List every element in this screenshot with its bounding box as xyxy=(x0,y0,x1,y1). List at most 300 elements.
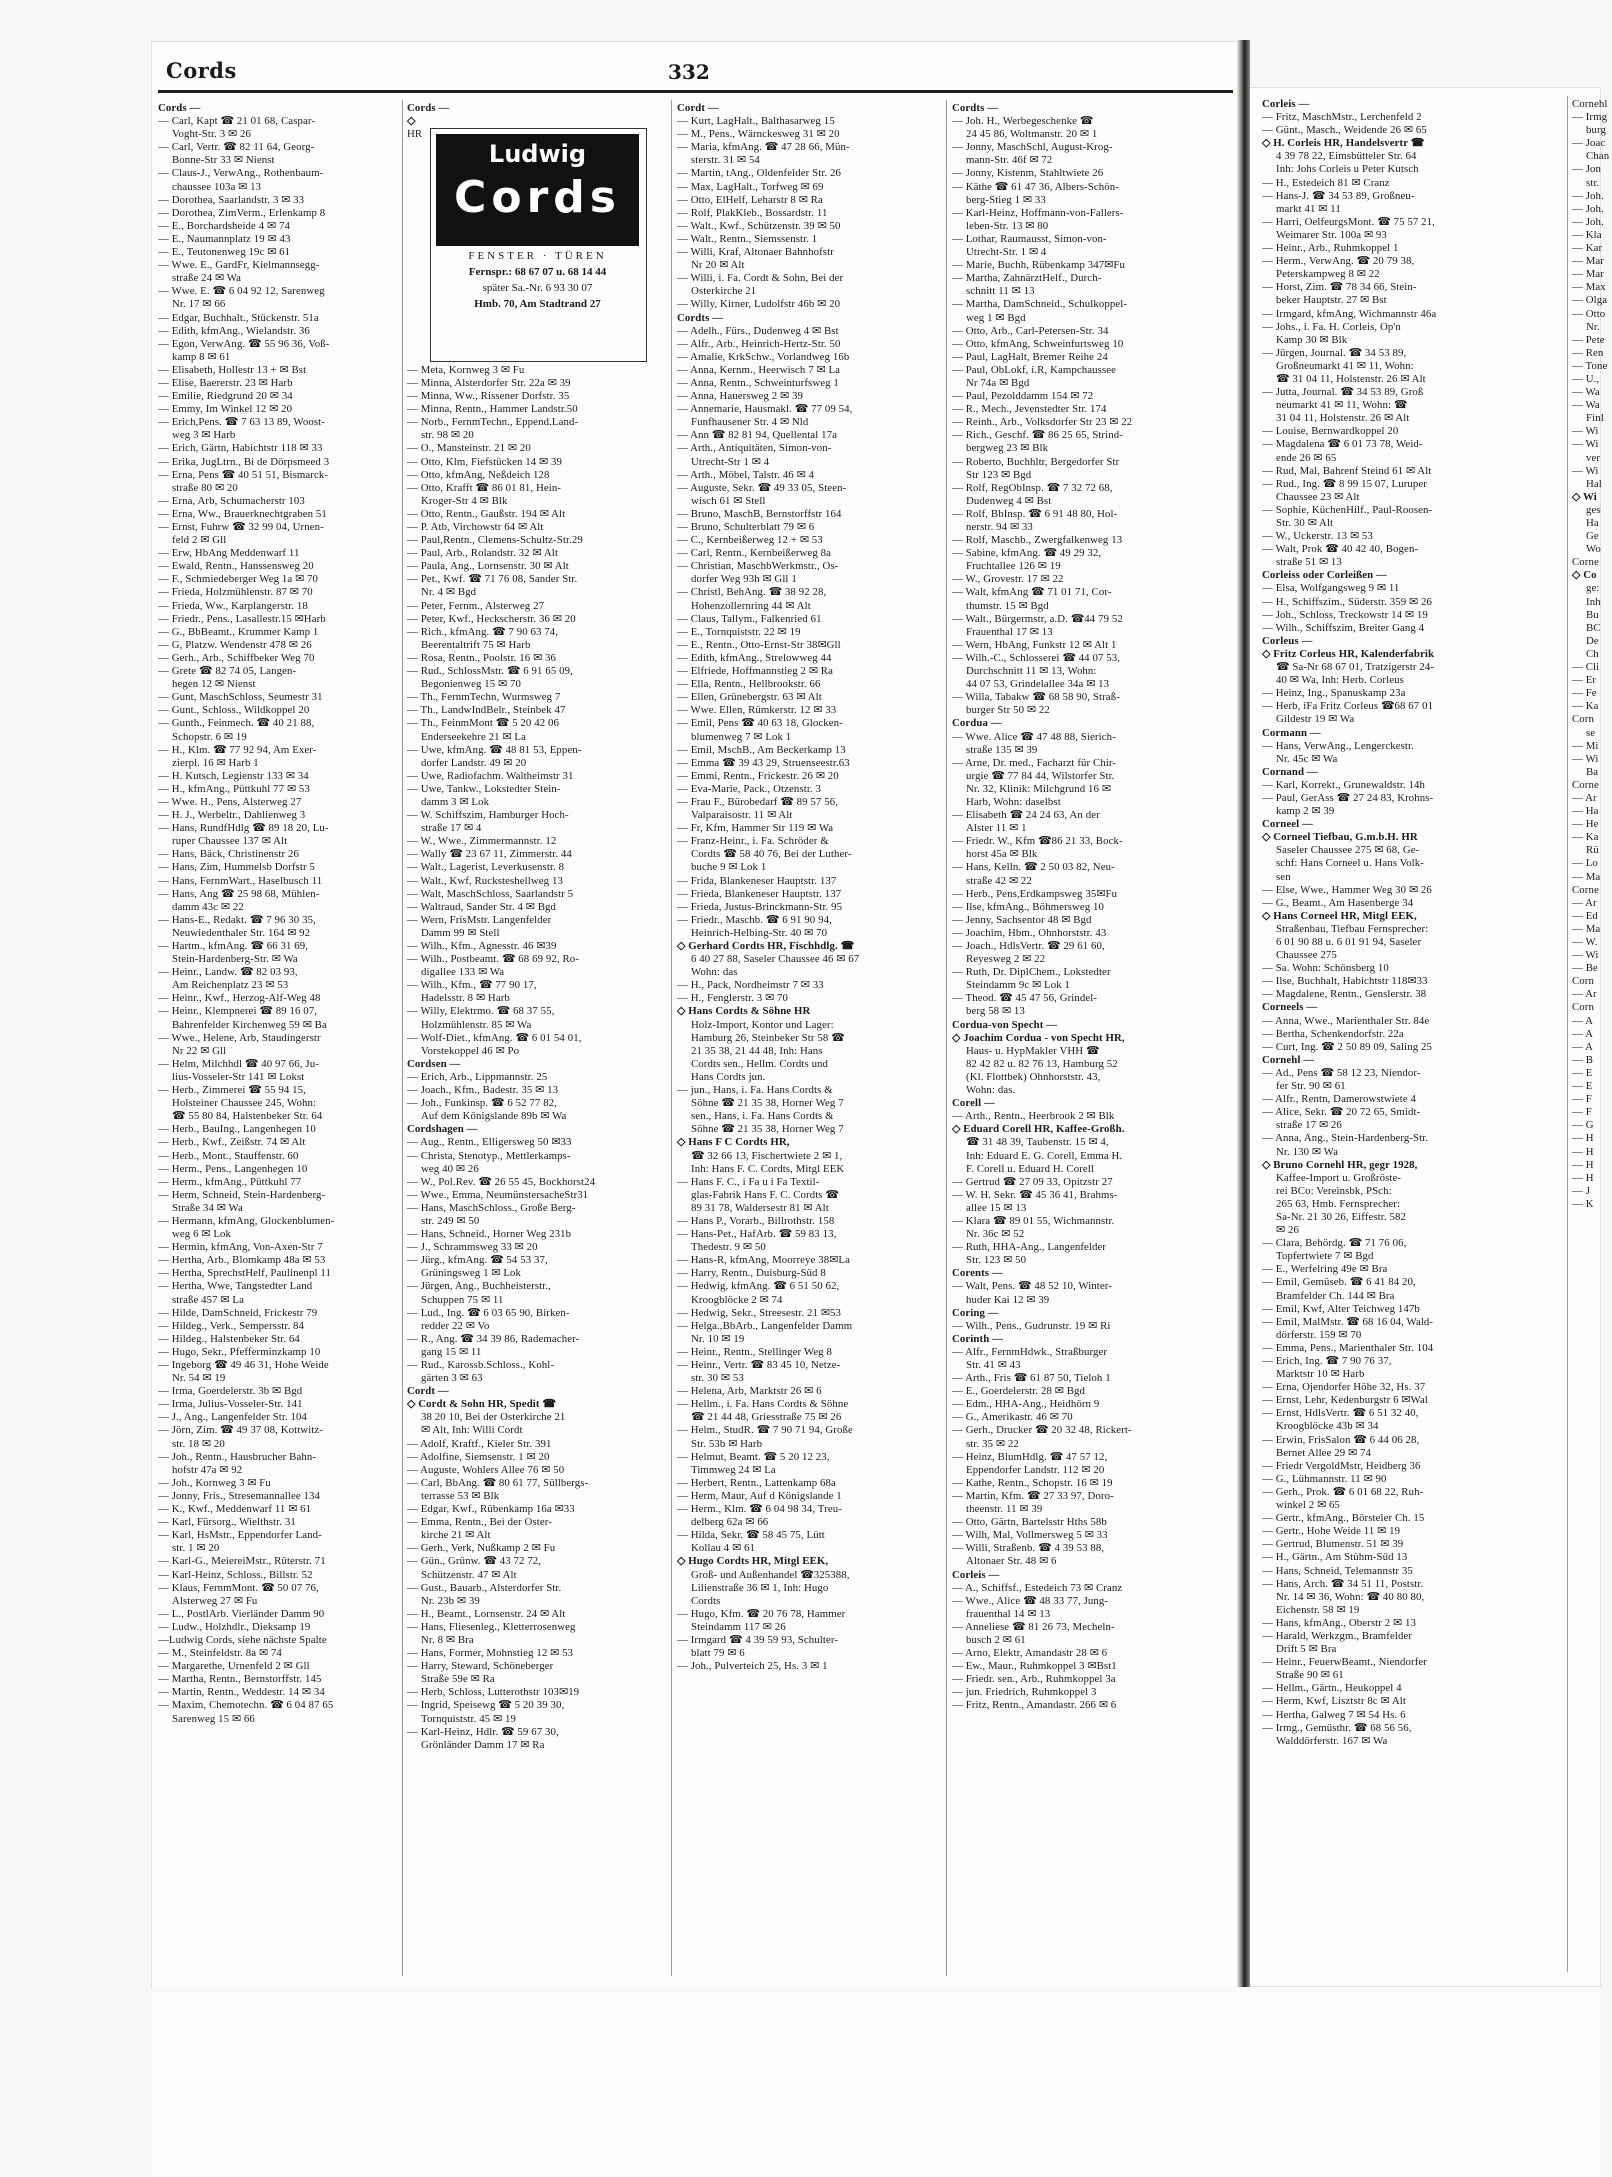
directory-entry-line: — Hertha, Arb., Blomkamp 48a ✉ 53 xyxy=(158,1254,326,1267)
directory-entry-line: Begonienweg 15 ✉ 70 xyxy=(421,678,522,691)
directory-entry-line: straße 42 ✉ 22 xyxy=(966,874,1032,887)
directory-entry-line: — Carl, Vertr. ☎ 82 11 64, Georg- xyxy=(158,141,315,154)
directory-entry-line: — Hans, Kelln. ☎ 2 50 03 82, Neu- xyxy=(952,861,1115,874)
directory-entry-line: — Hertha, SprechstHelf, Paulinenpl 11 xyxy=(158,1267,332,1280)
ad-products: FENSTER · TÜREN xyxy=(468,250,607,262)
directory-entry-line: ☎ 31 04 11, Holstenstr. 26 ✉ Alt xyxy=(1276,372,1426,385)
directory-entry-line: — Paula, Ang., Lornsenstr. 30 ✉ Alt xyxy=(407,560,569,573)
directory-entry-line: — Hans, Fliesenleg., Kletterrosenweg xyxy=(407,1620,576,1633)
directory-entry-line: Steindamm 117 ✉ 26 xyxy=(691,1620,786,1633)
directory-entry-line: ◇ Joachim Cordua - von Specht HR, xyxy=(952,1031,1125,1044)
directory-entry-line: — Karl-Heinz, Hoffmann-von-Fallers- xyxy=(952,206,1124,219)
directory-entry-line: — Peter, Kwf., Heckscherstr. 36 ✉ 20 xyxy=(407,612,576,625)
directory-entry-line: — Ha xyxy=(1572,805,1599,818)
directory-entry-line: — Martin, Rentn., Weddestr. 14 ✉ 34 xyxy=(158,1686,325,1699)
directory-entry-line: — Herm., Pens., Langenhegen 10 xyxy=(158,1162,308,1175)
directory-entry-line: — Elfriede, Hoffmannstieg 2 ✉ Ra xyxy=(677,665,833,678)
directory-entry-line: — Maria, kfmAng. ☎ 47 28 66, Mün- xyxy=(677,141,850,154)
ad-address: Hmb. 70, Am Stadtrand 27 xyxy=(474,298,601,310)
advertisement-logo xyxy=(436,134,639,246)
column-divider xyxy=(1567,96,1568,1972)
directory-entry-line: Cordt — xyxy=(677,102,719,114)
directory-entry-line: — Th., FeinmMont ☎ 5 20 42 06 xyxy=(407,717,560,730)
directory-entry-line: — Uwe, kfmAng. ☎ 48 81 53, Eppen- xyxy=(407,743,582,756)
directory-entry-line: 40 ✉ Wa, Inh: Herb. Corleus xyxy=(1276,674,1404,687)
directory-entry-line: — Elsa, Wolfgangsweg 9 ✉ 11 xyxy=(1262,582,1400,595)
directory-entry-line: schnitt 11 ✉ 13 xyxy=(966,285,1035,298)
directory-entry-line: — Joh. H., Werbegeschenke ☎ xyxy=(952,115,1094,128)
directory-entry-line: — H xyxy=(1572,1158,1594,1171)
directory-entry-line: — Helmut, Beamt. ☎ 5 20 12 23, xyxy=(677,1450,830,1463)
directory-entry-line: — Walt., Lagerist, Leverkusenstr. 8 xyxy=(407,861,565,874)
directory-entry-line: Durchschnitt 11 ✉ 13, Wohn: xyxy=(966,665,1097,678)
directory-entry-line: burger Str 50 ✉ 22 xyxy=(966,704,1050,717)
directory-entry-line: — Irma, Julius-Vosseler-Str. 141 xyxy=(158,1398,303,1411)
directory-entry-line: ◇ H. Corleis HR, Handelsvertr ☎ xyxy=(1262,137,1425,150)
directory-entry-line: ◇ Corneel Tiefbau, G.m.b.H. HR xyxy=(1262,831,1418,844)
directory-entry-line: — Gertr., kfmAng., Börsteler Ch. 15 xyxy=(1262,1512,1425,1525)
directory-entry-line: Corn xyxy=(1572,1001,1594,1014)
directory-entry-line: —Ludwig Cords, siehe nächste Spalte xyxy=(158,1633,327,1646)
directory-entry-line: — Kurt, LagHalt., Balthasarweg 15 xyxy=(677,115,835,128)
directory-entry-line: — Erwin, FrisSalon ☎ 6 44 06 28, xyxy=(1262,1433,1420,1446)
directory-entry-line: — Ellen, Grünebergstr. 63 ✉ Alt xyxy=(677,691,822,704)
directory-entry-line: theenstr. 11 ✉ 39 xyxy=(966,1503,1043,1516)
directory-entry-line: — jun., Hans, i. Fa. Hans Cordts & xyxy=(677,1084,833,1097)
directory-entry-line: — Mar xyxy=(1572,255,1604,268)
directory-entry-line: — Harri, OelfeurgsMont. ☎ 75 57 21, xyxy=(1262,215,1435,228)
directory-entry-line: Nr. 130 ✉ Wa xyxy=(1276,1145,1338,1158)
directory-entry-line: — Er xyxy=(1572,674,1597,687)
directory-entry-line: — Marie, Buchh, Rübenkamp 347✉Fu xyxy=(952,259,1125,272)
directory-entry-line: Corleis — xyxy=(952,1568,1000,1581)
directory-entry-line: — Kla xyxy=(1572,228,1602,241)
header-rule xyxy=(158,90,1233,93)
directory-entry-line: — Maxim, Chemotechn. ☎ 6 04 87 65 xyxy=(158,1699,334,1712)
directory-entry-line: 44 07 53, Grindelallee 34a ✉ 13 xyxy=(966,678,1110,691)
directory-entry-line: — R., Mech., Jevenstedter Str. 174 xyxy=(952,403,1107,416)
directory-entry-line: — Anna, Hauersweg 2 ✉ 39 xyxy=(677,390,803,403)
directory-entry-line: — Elisabeth ☎ 24 24 63, An der xyxy=(952,809,1100,822)
directory-entry-line: — Auguste, Sekr. ☎ 49 33 05, Steen- xyxy=(677,481,847,494)
directory-entry-line: Utrecht-Str 1 ✉ 4 xyxy=(691,455,770,468)
directory-entry-line: — Sophie, KüchenHilf., Paul-Roosen- xyxy=(1262,503,1433,516)
directory-entry-line: schf: Hans Corneel u. Hans Volk- xyxy=(1276,857,1424,870)
directory-entry-line: — Wolf-Diet., kfmAng. ☎ 6 01 54 01, xyxy=(407,1031,582,1044)
directory-entry-line: — Otto, kfmAng, Schweinfurtsweg 10 xyxy=(952,337,1124,350)
directory-entry-line: — Hans P., Vorarb., Billrothstr. 158 xyxy=(677,1214,835,1227)
directory-entry-line: Peterskampweg 8 ✉ 22 xyxy=(1276,268,1380,281)
directory-entry-line: — Otto, Rentn., Gaußstr. 194 ✉ Alt xyxy=(407,507,566,520)
directory-entry-line: Cordt — xyxy=(407,1385,449,1398)
directory-entry-line: — Walt., Kwf., Schützenstr. 39 ✉ 50 xyxy=(677,219,841,232)
directory-entry-line: — Hilde, DamSchneid, Frickestr 79 xyxy=(158,1306,318,1319)
directory-entry-line: — Grete ☎ 82 74 05, Langen- xyxy=(158,665,297,678)
directory-entry-line: — Tone xyxy=(1572,359,1608,372)
directory-entry-line: ☎ 55 80 84, Halstenbeker Str. 64 xyxy=(172,1110,323,1123)
directory-entry-line: — Heinr., Arb., Ruhmkoppel 1 xyxy=(1262,242,1399,255)
directory-entry-line: — A xyxy=(1572,1040,1593,1053)
directory-entry-line: — Karl-Heinz, Schloss., Billstr. 52 xyxy=(158,1568,313,1581)
directory-entry-line: — Hans F. C., i Fa u i Fa Textil- xyxy=(677,1175,820,1188)
directory-entry-line: 4 39 78 22, Eimsbütteler Str. 64 xyxy=(1276,150,1417,163)
directory-entry-line: Cords — xyxy=(407,102,450,114)
directory-entry-line: — Walt., Rentn., Siemssenstr. 1 xyxy=(677,232,818,245)
directory-entry-line: Nr. 32, Klinik: Milchgrund 16 ✉ xyxy=(966,782,1112,795)
directory-entry-line: — Jürgen, Journal. ☎ 34 53 89, xyxy=(1262,346,1407,359)
directory-entry-line: — Rolf, BbInsp. ☎ 6 91 48 80, Hol- xyxy=(952,507,1118,520)
directory-entry-line: Sa-Nr. 21 30 26, Eiffestr. 582 xyxy=(1276,1210,1406,1223)
directory-entry-line: — M., Steinfeldstr. 8a ✉ 74 xyxy=(158,1647,282,1660)
directory-entry-line: — Joach., Kfm., Badestr. 35 ✉ 13 xyxy=(407,1084,559,1097)
directory-entry-line: glas-Fabrik Hans F. C. Cordts ☎ xyxy=(691,1188,839,1201)
directory-entry-line: Corneels — xyxy=(1262,1001,1318,1014)
directory-entry-line: — H., Pack, Nordheimstr 7 ✉ 33 xyxy=(677,979,824,992)
directory-entry-line: str. 98 ✉ 20 xyxy=(421,429,474,442)
directory-entry-line: 31 04 11, Holstenstr. 26 ✉ Alt xyxy=(1276,412,1410,425)
directory-entry-line: — Alfr., Rentn, Damerowstwiete 4 xyxy=(1262,1093,1417,1106)
directory-entry-line: Straße 59e ✉ Ra xyxy=(421,1673,495,1686)
directory-entry-line: Kroogblöcke 2 ✉ 74 xyxy=(691,1293,783,1306)
directory-entry-line: Fruchtallee 126 ✉ 19 xyxy=(966,560,1061,573)
directory-entry-line: leben-Str. 13 ✉ 80 xyxy=(966,219,1049,232)
directory-entry-line: — Alice, Sekr. ☎ 20 72 65, Smidt- xyxy=(1262,1106,1421,1119)
directory-entry-line: — Otto, Klm, Fiefstücken 14 ✉ 39 xyxy=(407,455,562,468)
directory-entry-line: straße 17 ✉ 26 xyxy=(1276,1119,1342,1132)
directory-entry-line: blumenweg 7 ✉ Lok 1 xyxy=(691,730,792,743)
directory-entry-line: — Arne, Dr. med., Facharzt für Chir- xyxy=(952,756,1117,769)
directory-entry-line: str. 1 ✉ 20 xyxy=(172,1542,220,1555)
directory-entry-line: — Friedr. W., Kfm ☎86 21 33, Bock- xyxy=(952,835,1123,848)
directory-column-6-cropped xyxy=(1572,98,1612,1978)
directory-entry-line: Walddörferstr. 167 ✉ Wa xyxy=(1276,1734,1388,1747)
directory-entry-line: — Hans-J. ☎ 34 53 89, Großneu- xyxy=(1262,189,1415,202)
directory-entry-line: — Heinr., Kwf., Herzog-Alf-Weg 48 xyxy=(158,992,321,1005)
directory-entry-line: — A., Schiffsf., Estedeich 73 ✉ Cranz xyxy=(952,1581,1123,1594)
directory-entry-line: — Ernst, HdlsVertr. ☎ 6 51 32 40, xyxy=(1262,1407,1419,1420)
directory-entry-line: — Herb., Mont., Stauffenstr. 60 xyxy=(158,1149,299,1162)
directory-entry-line: — Herm., kfmAng., Püttkuhl 77 xyxy=(158,1175,302,1188)
directory-entry-line: Beerentaltrift 75 ✉ Harb xyxy=(421,638,531,651)
directory-entry-line: — Rud., Karossb.Schloss., Kohl- xyxy=(407,1359,555,1371)
directory-entry-line: — Hans, Ang ☎ 25 98 68, Mühlen- xyxy=(158,887,320,900)
directory-column-1 xyxy=(158,102,398,1982)
directory-entry-line: busch 2 ✉ 61 xyxy=(966,1633,1026,1646)
directory-entry-line: — H. J., Werbeltr., Dahlienweg 3 xyxy=(158,809,306,822)
directory-entry-line: — Erika, JugLtrn., Bi de Dörpsmeed 3 xyxy=(158,455,330,468)
directory-entry-line: — Hans, VerwAng., Lengerckestr. xyxy=(1262,739,1414,752)
directory-entry-line: — H., Estedeich 81 ✉ Cranz xyxy=(1262,176,1390,189)
directory-entry-line: Cordts — xyxy=(677,311,724,324)
directory-entry-line: Bonne-Str 33 ✉ Nienst xyxy=(172,154,275,167)
directory-entry-line: — Willi, i. Fa. Cordt & Sohn, Bei der xyxy=(677,272,844,285)
directory-entry-line: — Ilse, Buchhalt, Habichtstr 118✉33 xyxy=(1262,975,1428,988)
directory-entry-line: str. 35 ✉ 22 xyxy=(966,1437,1019,1450)
directory-entry-line: — H. Kutsch, Legienstr 133 ✉ 34 xyxy=(158,769,309,782)
directory-entry-line: Nr 20 ✉ Alt xyxy=(691,259,745,272)
directory-entry-line: Weimarer Str. 100a ✉ 93 xyxy=(1276,228,1387,241)
directory-entry-line: — Heinz, Ing., Spanuskamp 23a xyxy=(1262,687,1406,700)
directory-entry-line: — Hildeg., Halstenbeker Str. 64 xyxy=(158,1332,300,1345)
directory-entry-line: — Walt, MaschSchloss, Saarlandstr 5 xyxy=(407,887,574,900)
directory-entry-line: weg 1 ✉ Bgd xyxy=(966,311,1026,324)
directory-column-5 xyxy=(1262,98,1564,1978)
directory-entry-line: — Franz-Heinr., i. Fa. Schröder & xyxy=(677,835,829,848)
directory-entry-line: — Bruno, Schulterblatt 79 ✉ 6 xyxy=(677,521,815,533)
directory-entry-line: — W. xyxy=(1572,936,1598,948)
directory-entry-line: — Erna, Ww., Brauerknechtgraben 51 xyxy=(158,507,327,520)
directory-entry-line: — Ingeborg ☎ 49 46 31, Hohe Weide xyxy=(158,1359,329,1371)
directory-entry-line: — Kathe, Rentn., Schopstr. 16 ✉ 19 xyxy=(952,1476,1113,1489)
directory-entry-line: — Hans-R, kfmAng, Moorreye 38✉La xyxy=(677,1254,850,1267)
directory-entry-line: — Wi xyxy=(1572,752,1599,765)
directory-entry-line: — Jonny, Fris., Stresemannallee 134 xyxy=(158,1489,321,1502)
directory-entry-line: — E., Tornquiststr. 22 ✉ 19 xyxy=(677,625,801,638)
directory-entry-line: — Hans, kfmAng., Oberstr 2 ✉ 13 xyxy=(1262,1616,1416,1629)
directory-entry-line: ◇ Gerhard Cordts HR, Fischhdlg. ☎ xyxy=(677,940,855,952)
directory-entry-line: — W., Uckerstr. 13 ✉ 53 xyxy=(1262,530,1373,543)
directory-entry-line: burg xyxy=(1586,124,1606,137)
directory-entry-line: Hadelsstr. 8 ✉ Harb xyxy=(421,992,510,1005)
directory-entry-line: Valparaisostr. 11 ✉ Alt xyxy=(691,809,793,822)
directory-entry-line: ges xyxy=(1586,503,1601,516)
directory-entry-line: Str 123 ✉ Bgd xyxy=(966,468,1032,481)
directory-entry-line: — B xyxy=(1572,1053,1593,1066)
directory-entry-line: — Emil, Pens ☎ 40 63 18, Glocken- xyxy=(677,717,843,730)
directory-entry-line: — Lud., Ing. ☎ 6 03 65 90, Birken- xyxy=(407,1306,570,1319)
directory-entry-line: — Elise, Baererstr. 23 ✉ Harb xyxy=(158,376,293,389)
directory-entry-line: Corinth — xyxy=(952,1332,1003,1345)
directory-entry-line: — F xyxy=(1572,1093,1592,1106)
directory-entry-line: Straßenbau, Tiefbau Fernsprecher: xyxy=(1276,922,1429,935)
directory-entry-line: — Ka xyxy=(1572,700,1599,713)
directory-entry-line: — Mi xyxy=(1572,739,1599,752)
directory-entry-line: — Christl, BehAng. ☎ 38 92 28, xyxy=(677,586,827,599)
directory-entry-line: Eppendorfer Landstr. 112 ✉ 20 xyxy=(966,1463,1105,1476)
column-divider xyxy=(671,100,672,1976)
directory-entry-line: — Jutta, Journal. ☎ 34 53 89, Groß xyxy=(1262,386,1424,399)
directory-entry-line: — Ann ☎ 82 81 94, Quellental 17a xyxy=(677,429,837,442)
directory-entry-line: — Klara ☎ 89 01 55, Wichmannstr. xyxy=(952,1214,1115,1227)
directory-entry-line: Nr 74a ✉ Bgd xyxy=(966,376,1030,389)
column-divider xyxy=(946,100,947,1976)
directory-entry-line: — Anna, Wwe., Marienthaler Str. 84e xyxy=(1262,1014,1430,1027)
directory-entry-line: 6 40 27 88, Saseler Chaussee 46 ✉ 67 xyxy=(691,953,860,966)
directory-entry-line: — Bertha, Schenkendorfstr. 22a xyxy=(1262,1027,1404,1040)
directory-entry-line: fer Str. 90 ✉ 61 xyxy=(1276,1080,1346,1093)
directory-entry-line: blatt 79 ✉ 6 xyxy=(691,1647,745,1660)
directory-entry-line: — Günt., Masch., Weidende 26 ✉ 65 xyxy=(1262,124,1427,137)
directory-entry-line: — Friedr. sen., Arb., Ruhmkoppel 3a xyxy=(952,1673,1116,1686)
directory-entry-line: hofstr 47a ✉ 92 xyxy=(172,1463,243,1476)
directory-entry-line: — Amalie, KrkSchw., Vorlandweg 16b xyxy=(677,350,850,363)
directory-entry-line: — W. Schiffszim, Hamburger Hoch- xyxy=(407,809,569,822)
directory-entry-line: Inh: Johs Corleis u Peter Kutsch xyxy=(1276,163,1419,176)
directory-entry-line: — E., Werfelring 49e ✉ Bra xyxy=(1262,1263,1388,1276)
directory-entry-line: — H., Gärtn., Am Stühm-Süd 13 xyxy=(1262,1551,1408,1564)
directory-entry-line: — Friedr., Maschb. ☎ 6 91 90 94, xyxy=(677,913,832,926)
directory-entry-line: Alsterweg 27 ✉ Fu xyxy=(172,1594,258,1607)
directory-entry-line: — Edm., HHA-Ang., Heidhörn 9 xyxy=(952,1398,1100,1411)
directory-entry-line: — Otto, ElHelf, Leharstr 8 ✉ Ra xyxy=(677,193,823,206)
directory-entry-line: — Louise, Bernwardkoppel 20 xyxy=(1262,425,1399,438)
directory-entry-line: — Fritz, Rentn., Amandastr. 266 ✉ 6 xyxy=(952,1699,1117,1712)
directory-entry-line: mann-Str. 46f ✉ 72 xyxy=(966,154,1053,167)
directory-entry-line: berg-Stieg 1 ✉ 33 xyxy=(966,193,1046,206)
directory-entry-line: — Johs., i. Fa. H. Corleis, Op'n xyxy=(1262,320,1401,333)
directory-entry-line: — Irmgard ☎ 4 39 59 93, Schulter- xyxy=(677,1633,839,1646)
directory-entry-line: Damm 99 ✉ Stell xyxy=(421,926,500,939)
directory-entry-line: — Paul, LagHalt, Bremer Reihe 24 xyxy=(952,350,1108,363)
directory-entry-line: — Ernst, Fuhrw ☎ 32 99 04, Urnen- xyxy=(158,521,324,533)
directory-entry-line: — Heinr., Landw. ☎ 82 03 93, xyxy=(158,966,298,979)
directory-entry-line: Topfertwiete 7 ✉ Bgd xyxy=(1276,1250,1374,1263)
directory-entry-line: — Lothar, Raumausst, Simon-von- xyxy=(952,232,1107,245)
directory-entry-line: — Frida, Blankeneser Hauptstr. 137 xyxy=(677,874,837,887)
directory-entry-line: — Carl, Kapt ☎ 21 01 68, Caspar- xyxy=(158,115,316,128)
directory-entry-line: — Ingrid, Speisewg ☎ 5 20 39 30, xyxy=(407,1699,565,1712)
directory-entry-line: Bramfelder Ch. 144 ✉ Bra xyxy=(1276,1289,1395,1302)
directory-entry-line: — Christian, MaschbWerkmstr., Os- xyxy=(677,560,839,573)
directory-entry-line: — Margarethe, Urnenfeld 2 ✉ Gll xyxy=(158,1660,310,1673)
directory-entry-line: Steindamm 9c ✉ Lok 1 xyxy=(966,979,1071,992)
directory-entry-line: — P. Atb, Virchowstr 64 ✉ Alt xyxy=(407,521,544,533)
directory-entry-line: Stein-Hardenberg-Str. ✉ Wa xyxy=(172,953,298,966)
directory-entry-line: str. 18 ✉ 20 xyxy=(172,1437,225,1450)
directory-entry-line: — Gerh., Arb., Schiffbeker Weg 70 xyxy=(158,651,315,664)
directory-entry-line: — Herm., Klm. ☎ 6 04 98 34, Treu- xyxy=(677,1503,842,1516)
directory-entry-line: — Wa xyxy=(1572,386,1600,399)
directory-entry-line: — Heinr., Vertr. ☎ 83 45 10, Netze- xyxy=(677,1359,841,1371)
directory-entry-line: — Emil, MschB., Am Beckerkamp 13 xyxy=(677,743,846,756)
running-header: Cords xyxy=(166,58,237,83)
directory-entry-line: allee 15 ✉ 13 xyxy=(966,1201,1027,1214)
directory-entry-line: ◇ Co xyxy=(1572,569,1597,582)
directory-entry-line: — Martin, Kfm. ☎ 27 33 97, Doro- xyxy=(952,1489,1114,1502)
directory-entry-line: — Jürgen, Ang., Buchheisterstr., xyxy=(407,1280,551,1293)
directory-entry-line: — Max, LagHalt., Torfweg ✉ 69 xyxy=(677,180,824,193)
directory-entry-line: — Anna, Rentn., Schweinturfsweg 1 xyxy=(677,376,839,389)
directory-entry-line: Neuwiedenthaler Str. 164 ✉ 92 xyxy=(172,926,311,939)
directory-entry-line: — H., Klm. ☎ 77 92 94, Am Exer- xyxy=(158,743,317,756)
directory-entry-line: — Emmy, Im Winkel 12 ✉ 20 xyxy=(158,403,293,416)
directory-entry-line: sen xyxy=(1276,870,1291,883)
directory-entry-line: — Wwe. Alice ☎ 47 48 88, Sierich- xyxy=(952,730,1116,743)
directory-entry-line: weg 6 ✉ Lok xyxy=(172,1228,232,1241)
directory-entry-line: urgie ☎ 77 84 44, Wilstorfer Str. xyxy=(966,769,1115,782)
directory-entry-line: str. 30 ✉ 53 xyxy=(691,1372,744,1385)
directory-entry-line: Vorstekoppel 46 ✉ Po xyxy=(421,1044,520,1057)
directory-entry-line: — Rolf, PlakKleb., Bossardstr. 11 xyxy=(677,206,828,219)
directory-entry-line: — Wilh.-C., Schlosserei ☎ 44 07 53, xyxy=(952,651,1121,664)
directory-entry-line: straße 17 ✉ 4 xyxy=(421,822,482,835)
directory-entry-line: — Be xyxy=(1572,962,1598,975)
directory-entry-line: — Edgar, Kwf., Rübenkamp 16a ✉33 xyxy=(407,1503,575,1516)
directory-entry-line: rei BCo: Vereinsbk, PSch: xyxy=(1276,1184,1392,1197)
directory-entry-line: — F xyxy=(1572,1106,1592,1119)
directory-entry-line: — Harald, Werkzgm., Bramfelder xyxy=(1262,1629,1413,1642)
directory-entry-line: — Norb., FernmTechn., Eppend.Land- xyxy=(407,416,579,429)
ad-first-name: Ludwig xyxy=(488,140,587,168)
directory-entry-line: — Ernst, Lehr, Kedenburgstr 6 ✉Wal xyxy=(1262,1394,1428,1407)
directory-entry-line: — Egon, VerwAng. ☎ 55 96 36, Voß- xyxy=(158,337,330,350)
directory-entry-line: — Magdalene, Rentn., Genslerstr. 38 xyxy=(1262,988,1427,1001)
directory-entry-line: — E., Borchardsheide 4 ✉ 74 xyxy=(158,219,290,232)
directory-entry-line: — Harry, Rentn., Duisburg-Süd 8 xyxy=(677,1267,826,1280)
directory-entry-line: sen., Hans, i. Fa. Hans Cordts & xyxy=(691,1110,834,1123)
directory-entry-line: — Rud, Mal, Bahrenf Steind 61 ✉ Alt xyxy=(1262,464,1432,477)
directory-entry-line: Wohn: das xyxy=(691,966,738,979)
directory-entry-line: redder 22 ✉ Vo xyxy=(421,1319,490,1332)
directory-entry-line: — Rolf, RegObInsp. ☎ 7 32 72 68, xyxy=(952,481,1113,494)
directory-entry-line: — Pet., Kwf. ☎ 71 76 08, Sander Str. xyxy=(407,573,578,586)
directory-entry-line: Cordts xyxy=(691,1594,721,1607)
directory-entry-line: — G., Amerikastr. 46 ✉ 70 xyxy=(952,1411,1073,1424)
directory-entry-line: — Wi xyxy=(1572,425,1599,438)
directory-entry-line: — Bruno, MaschB, Bernstorffstr 164 xyxy=(677,507,842,520)
directory-entry-line: Dudenweg 4 ✉ Bst xyxy=(966,494,1052,507)
directory-entry-line: digallee 133 ✉ Wa xyxy=(421,966,505,979)
directory-entry-line: — Frieda, Holzmühlenstr. 87 ✉ 70 xyxy=(158,586,313,599)
directory-entry-line: — Walt, kfmAng ☎ 71 01 71, Cor- xyxy=(952,586,1112,599)
directory-entry-line: — Aug., Rentn., Elligersweg 50 ✉33 xyxy=(407,1136,572,1149)
directory-entry-line: Corleiss oder Corleißen — xyxy=(1262,569,1387,582)
directory-entry-line: ✉ 26 xyxy=(1276,1224,1299,1237)
directory-entry-line: Osterkirche 21 xyxy=(691,285,757,298)
directory-entry-line: — Eva-Marie, Pack., Otzenstr. 3 xyxy=(677,782,822,795)
directory-entry-line: — U., xyxy=(1572,372,1600,385)
directory-entry-line: Nr. 45c ✉ Wa xyxy=(1276,752,1338,765)
directory-entry-line: — Hellm., i. Fa. Hans Cordts & Söhne xyxy=(677,1398,849,1411)
directory-entry-line: — Erich,Pens. ☎ 7 63 13 89, Woost- xyxy=(158,416,325,429)
directory-entry-line: Ha xyxy=(1586,517,1599,529)
directory-entry-line: Haus- u. HypMakler VHH ☎ xyxy=(966,1044,1100,1057)
directory-entry-line: — Fritz, MaschMstr., Lerchenfeld 2 xyxy=(1262,111,1422,124)
directory-entry-line: — Mar xyxy=(1572,268,1604,281)
directory-entry-line: Nr. 4 ✉ Bgd xyxy=(421,586,477,599)
directory-entry-line: — Gunt., Schloss., Wildkoppel 20 xyxy=(158,704,310,717)
directory-entry-line: — Joh. xyxy=(1572,189,1604,202)
directory-entry-line: — Hans, MaschSchloss., Große Berg- xyxy=(407,1201,576,1214)
directory-entry-line: — Ed xyxy=(1572,909,1598,922)
directory-entry-line: — Sa. Wohn: Schönsberg 10 xyxy=(1262,962,1389,975)
directory-entry-line: — Hellm., Gärtn., Heukoppel 4 xyxy=(1262,1682,1402,1695)
directory-entry-line: Chan xyxy=(1586,150,1610,163)
directory-entry-line: — Helena, Arb, Marktstr 26 ✉ 6 xyxy=(677,1385,822,1398)
directory-entry-line: — Paul,Rentn., Clemens-Schultz-Str.29 xyxy=(407,534,583,547)
directory-entry-line: — Peter, Fernm., Alsterweg 27 xyxy=(407,599,545,612)
directory-entry-line: — Martha, ZahnärztHelf., Durch- xyxy=(952,272,1102,285)
column-divider xyxy=(402,100,403,1976)
directory-entry-line: — Wilh., Schiffszim, Breiter Gang 4 xyxy=(1262,621,1425,634)
directory-entry-line: — Erich, Arb., Lippmannstr. 25 xyxy=(407,1070,548,1083)
directory-entry-line: huder Kai 12 ✉ 39 xyxy=(966,1293,1050,1306)
directory-entry-line: — Emil, Kwf, Alter Teichweg 147b xyxy=(1262,1302,1420,1315)
directory-entry-line: — Joh., Rentn., Hausbrucher Bahn- xyxy=(158,1450,317,1463)
directory-entry-line: Heinrich-Helbing-Str. 40 ✉ 70 xyxy=(691,926,828,939)
directory-entry-line: Gildestr 19 ✉ Wa xyxy=(1276,713,1355,726)
directory-entry-line: — R., Ang. ☎ 34 39 86, Rademacher- xyxy=(407,1332,580,1345)
directory-entry-line: damm 43c ✉ 22 xyxy=(172,900,244,913)
directory-entry-line: — Friedr VergoldMstr, Heidberg 36 xyxy=(1262,1459,1421,1472)
directory-entry-line: — Roberto, Buchhltr, Bergedorfer Str xyxy=(952,455,1120,468)
directory-entry-line: F. Corell u. Eduard H. Corell xyxy=(966,1162,1094,1175)
directory-entry-line: str. 249 ✉ 50 xyxy=(421,1214,480,1227)
directory-entry-line: — Carl, BbAng. ☎ 80 61 77, Süllbergs- xyxy=(407,1476,589,1489)
directory-entry-line: HR xyxy=(407,128,423,141)
directory-entry-line: Holz-Import, Kontor und Lager: xyxy=(691,1018,834,1031)
directory-entry-line: — Otto, Gärtn, Bartelsstr Hths 58b xyxy=(952,1516,1107,1529)
